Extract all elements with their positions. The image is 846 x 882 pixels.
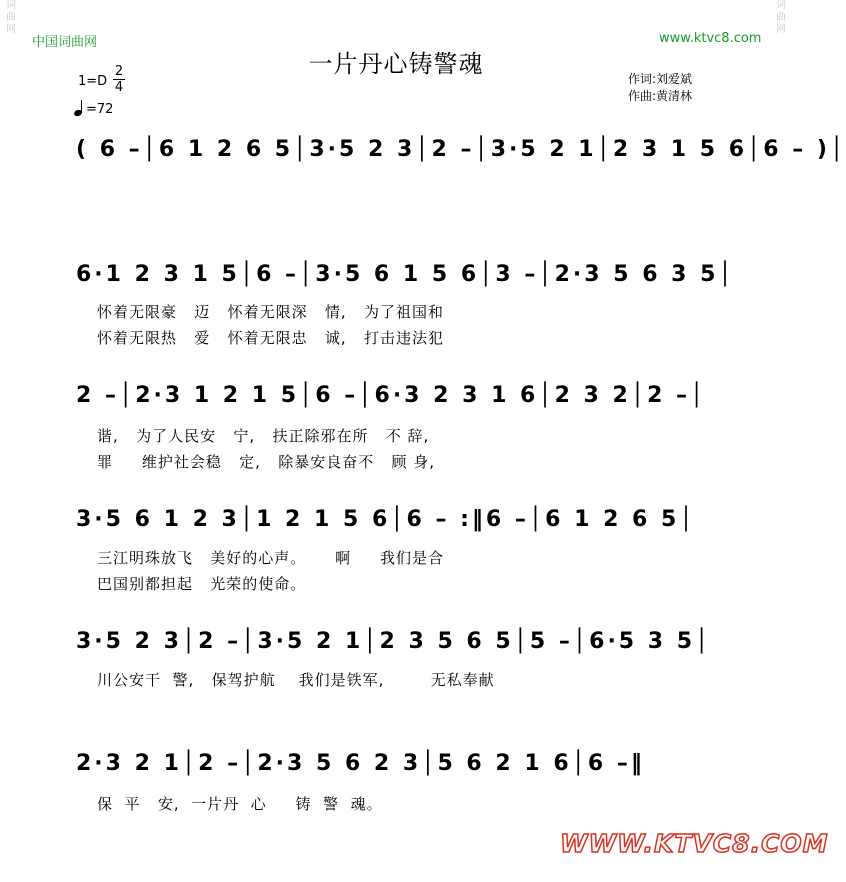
notation-line-4: 3·5 6 1 2 3│1 2 1 5 6│6 – :‖6 –│6 1 2 6 5│ (76, 507, 696, 532)
notation-line-5: 3·5 2 3│2 –│3·5 2 1│2 3 5 6 5│5 –│6·5 3 5│ (76, 629, 712, 654)
time-signature-bottom: 4 (114, 80, 124, 95)
lyricist: 作词:刘爱斌 (628, 72, 693, 86)
quarter-note-icon (74, 100, 86, 116)
credits (628, 71, 692, 105)
lyric-line-6-verse-1: 保 平 安, 一片丹 心 铸 警 魂。 (97, 795, 383, 813)
lyric-line-2-verse-2: 怀着无限热 爱 怀着无限忠 诚, 打击违法犯 (97, 329, 444, 347)
notation-line-6: 2·3 2 1│2 –│2·3 5 6 2 3│5 6 2 1 6│6 –‖ (76, 751, 645, 776)
key-signature: 1=D (78, 74, 108, 89)
side-watermark-left: 词 曲 网 (6, 0, 16, 35)
lyric-line-3-verse-2: 罪 维护社会稳 定, 除暴安良奋不 顾 身, (97, 453, 436, 471)
lyric-line-3-verse-1: 谐, 为了人民安 宁, 扶正除邪在所 不 辞, (97, 427, 430, 445)
lyric-line-5-verse-1: 川公安干 警, 保驾护航 我们是铁军, 无私奉献 (97, 671, 495, 689)
lyric-line-4-verse-1: 三江明珠放飞 美好的心声。 啊 我们是合 (97, 549, 444, 567)
site-url-link[interactable]: www.ktvc8.com (659, 31, 762, 46)
site-watermark: WWW.KTVC8.COM (560, 829, 829, 858)
lyric-line-2-verse-1: 怀着无限豪 迈 怀着无限深 情, 为了祖国和 (97, 303, 444, 321)
notation-line-2: 6·1 2 3 1 5│6 –│3·5 6 1 5 6│3 –│2·3 5 6 3 5│ (76, 262, 735, 287)
side-watermark-right: 词 曲 网 (776, 0, 786, 35)
composer: 作曲:黄清林 (628, 89, 693, 103)
time-signature-top: 2 (114, 64, 124, 79)
site-label[interactable]: 中国词曲网 (32, 35, 98, 50)
tempo-value: =72 (86, 102, 114, 117)
tempo-marking (74, 100, 113, 117)
notation-line-1: ( 6 –│6 1 2 6 5│3·5 2 3│2 –│3·5 2 1│2 3 1 5 6│6 – )│ (76, 137, 846, 162)
notation-line-3: 2 –│2·3 1 2 1 5│6 –│6·3 2 3 1 6│2 3 2│2 –│ (76, 383, 707, 408)
song-title: 一片丹心铸警魂 (308, 50, 484, 78)
lyric-line-4-verse-2: 巴国别都担起 光荣的使命。 (97, 575, 307, 593)
time-signature (112, 64, 126, 95)
